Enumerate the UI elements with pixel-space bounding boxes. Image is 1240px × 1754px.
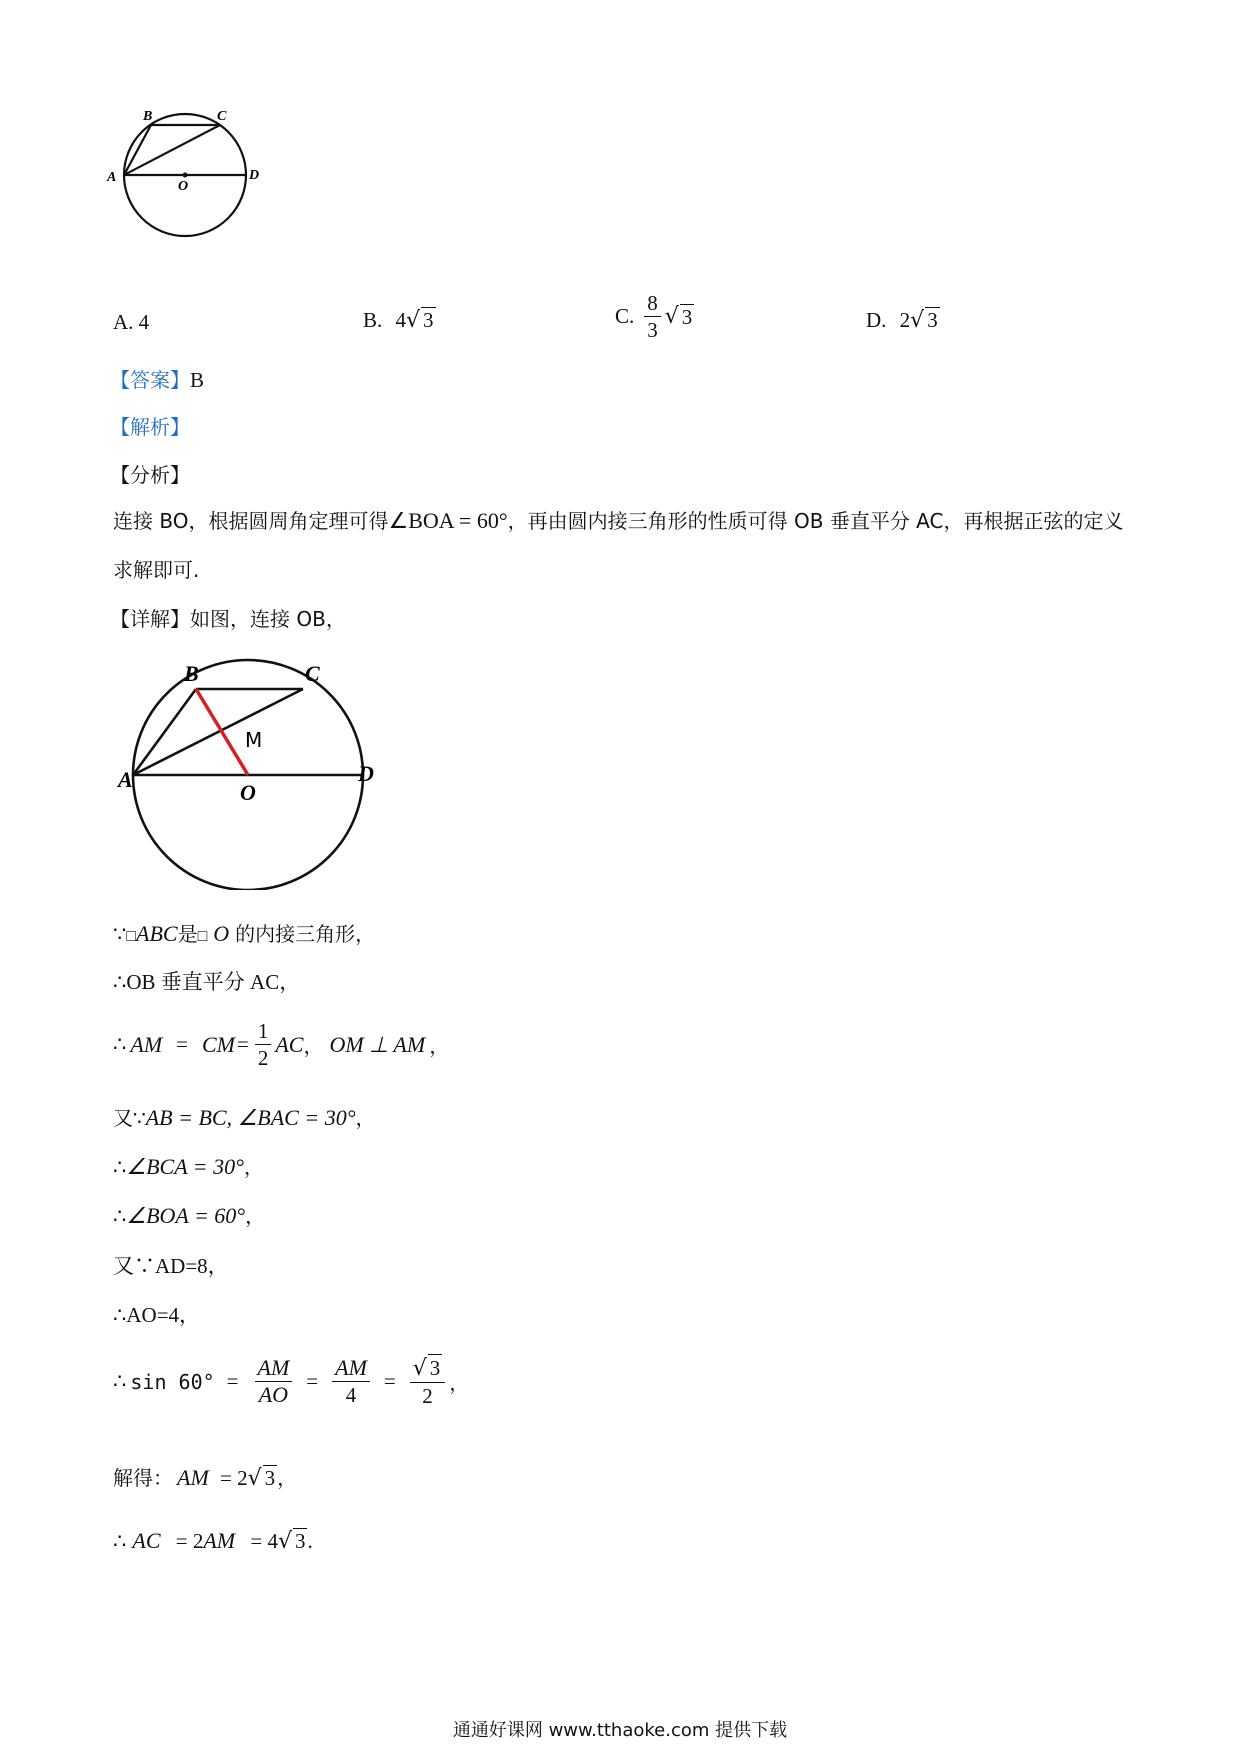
step-9-frac1 xyxy=(255,1355,293,1408)
step-7: 又∵AD=8， xyxy=(113,1254,229,1278)
step-3 xyxy=(113,1018,449,1071)
step-9-eq1: = xyxy=(226,1369,239,1393)
fenxi-angle: ∠BOA = 60° xyxy=(388,508,508,533)
option-d-radicand: 3 xyxy=(927,308,938,332)
step-9-den2: 4 xyxy=(345,1383,357,1407)
fig1-label-c: C xyxy=(217,109,227,124)
step-6-math: ∠BOA = 60° xyxy=(126,1203,246,1228)
sqrt-sign: √ xyxy=(412,1356,427,1381)
option-b-coef: 4 xyxy=(395,308,407,332)
fenxi-paragraph xyxy=(113,496,1133,595)
step-4-pre: 又∵ xyxy=(113,1106,146,1130)
step-10-radicand: 3 xyxy=(264,1466,276,1490)
answer-tag: 【答案】 xyxy=(110,368,190,392)
answer-line xyxy=(110,364,204,393)
step-9-num2: AM xyxy=(332,1355,370,1382)
answer-value: B xyxy=(190,368,205,392)
option-d xyxy=(866,307,940,333)
option-c-letter: C. xyxy=(615,304,635,328)
step-11-end: . xyxy=(307,1529,313,1553)
figure-circle-2 xyxy=(115,655,385,890)
step-3-ac: AC xyxy=(275,1031,304,1057)
step-1-mid: 是 xyxy=(177,922,198,946)
option-c-num: 8 xyxy=(644,290,661,317)
figure-circle-1 xyxy=(105,100,275,250)
fig1-label-o: O xyxy=(178,179,189,194)
step-6 xyxy=(113,1200,265,1229)
analysis-tag: 【解析】 xyxy=(110,415,190,439)
sqrt-sign: √ xyxy=(664,304,679,329)
page-footer: 通通好课网 www.tthaoke.com 提供下载 xyxy=(452,1720,788,1741)
therefore-symbol: ∴ xyxy=(113,1155,127,1179)
sqrt-sign: √ xyxy=(277,1529,292,1554)
therefore-symbol: ∴ xyxy=(113,1204,127,1228)
fig2-label-m: M xyxy=(245,728,263,752)
option-c-fraction xyxy=(644,290,661,343)
option-c-radicand: 3 xyxy=(681,304,693,329)
step-1-post: 的内接三角形， xyxy=(235,922,376,946)
step-9-den1: AO xyxy=(258,1382,289,1407)
fig1-label-a: A xyxy=(107,170,117,185)
option-b-radicand: 3 xyxy=(423,308,434,332)
detail-text: 如图，连接 OB， xyxy=(190,607,346,631)
step-11 xyxy=(113,1528,313,1554)
step-10 xyxy=(113,1462,297,1491)
step-11-eq2: = 4 xyxy=(250,1529,278,1553)
step-1 xyxy=(113,918,375,947)
step-9-num1: AM xyxy=(255,1355,293,1382)
step-11-ac: AC xyxy=(132,1528,161,1553)
fig1-label-d: D xyxy=(249,168,260,183)
step-4-end: ， xyxy=(355,1106,376,1130)
therefore-symbol: ∴ xyxy=(113,1032,127,1056)
step-9-eq2: = xyxy=(306,1369,319,1393)
step-3-am: AM xyxy=(130,1031,163,1057)
step-10-eq: = 2 xyxy=(220,1466,248,1490)
option-b-letter: B. xyxy=(363,308,383,332)
sqrt-sign: √ xyxy=(406,308,421,333)
missing-glyph: □ xyxy=(197,928,208,945)
option-d-coef: 2 xyxy=(899,308,911,332)
triangle-abc: ABC xyxy=(136,921,178,946)
option-b xyxy=(363,307,436,333)
step-5-end: ， xyxy=(243,1155,264,1179)
step-3-perp: OM ⊥ AM xyxy=(329,1031,426,1057)
option-d-letter: D. xyxy=(866,308,887,332)
step-9-eq3: = xyxy=(383,1369,396,1393)
step-3-num: 1 xyxy=(255,1018,272,1045)
because-symbol: ∵ xyxy=(113,922,127,946)
step-3-den: 2 xyxy=(257,1046,269,1070)
step-10-pre: 解得： xyxy=(113,1466,173,1490)
fig2-label-o: O xyxy=(240,780,256,805)
step-10-end: ， xyxy=(277,1466,298,1490)
step-8: ∴AO=4， xyxy=(113,1303,201,1327)
fig2-label-c: C xyxy=(305,661,320,686)
fenxi-text-after: ，再由圆内接三角形的性质可得 OB 垂直平分 AC，再根据正弦的定义求解即可. xyxy=(113,509,1124,582)
step-9-end: ， xyxy=(449,1371,470,1395)
option-a xyxy=(113,310,149,335)
step-3-eq2: = xyxy=(236,1032,249,1056)
step-3-cm: CM xyxy=(201,1031,235,1057)
step-2: ∴OB 垂直平分 AC， xyxy=(113,970,301,994)
step-4 xyxy=(113,1102,376,1131)
option-a-value: 4 xyxy=(138,310,150,334)
step-3-end: ， xyxy=(429,1034,450,1058)
fenxi-text-before: 连接 BO，根据圆周角定理可得 xyxy=(113,509,389,533)
step-11-eq1: = 2 xyxy=(175,1529,204,1553)
step-5 xyxy=(113,1151,264,1180)
circle-o: O xyxy=(213,921,230,946)
fig2-label-d: D xyxy=(358,761,374,786)
fenxi-tag: 【分析】 xyxy=(110,463,190,487)
step-9-radicand: 3 xyxy=(429,1356,441,1380)
step-6-end: ， xyxy=(245,1204,266,1228)
step-9 xyxy=(113,1354,469,1409)
step-5-math: ∠BCA = 30° xyxy=(126,1154,244,1179)
step-3-sep: ， xyxy=(303,1034,324,1058)
option-c xyxy=(615,290,694,343)
step-9-frac2 xyxy=(332,1355,370,1408)
detail-line xyxy=(110,603,346,632)
option-c-den: 3 xyxy=(647,318,658,342)
step-3-eq1: = xyxy=(176,1032,188,1056)
step-11-am: AM xyxy=(203,1528,236,1553)
step-3-fraction xyxy=(255,1018,272,1071)
option-a-letter: A. xyxy=(113,310,134,334)
step-9-frac3 xyxy=(410,1354,446,1409)
fig2-label-a: A xyxy=(118,767,133,792)
fig2-label-b: B xyxy=(184,661,199,686)
detail-tag: 【详解】 xyxy=(110,607,190,631)
step-11-radicand: 3 xyxy=(294,1529,306,1553)
step-10-am: AM xyxy=(177,1465,209,1490)
missing-glyph: □ xyxy=(126,928,137,945)
fig1-label-b: B xyxy=(143,109,153,124)
sqrt-sign: √ xyxy=(247,1466,262,1491)
therefore-symbol: ∴ xyxy=(113,1369,127,1393)
step-9-den3: 2 xyxy=(422,1384,433,1408)
therefore-symbol: ∴ xyxy=(113,1529,127,1553)
step-4-math: AB = BC, ∠BAC = 30° xyxy=(145,1105,356,1130)
sqrt-sign: √ xyxy=(910,308,925,333)
step-9-sin: sin 60° xyxy=(130,1369,215,1394)
